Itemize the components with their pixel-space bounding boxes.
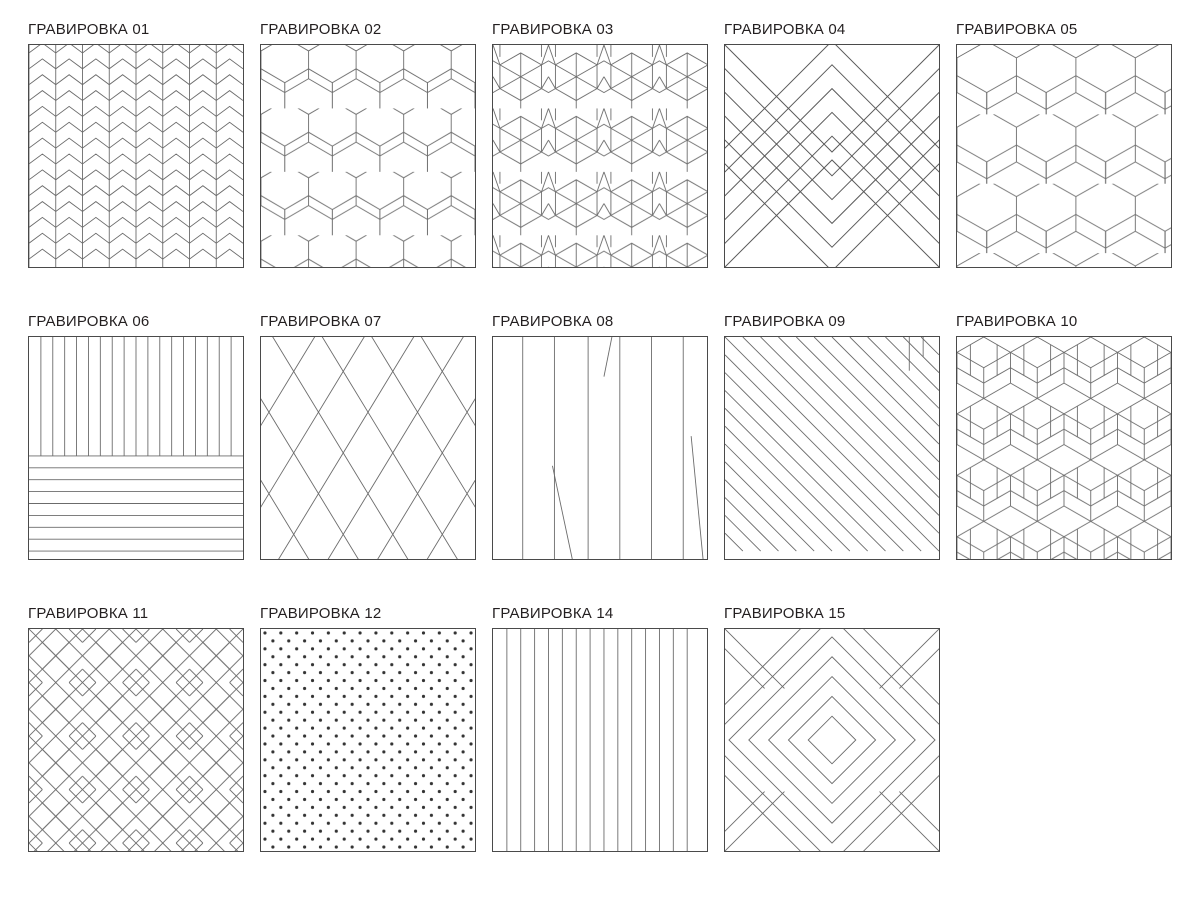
pattern-diagonal-icon[interactable] [724, 336, 940, 560]
pattern-sparse-lines-icon[interactable] [492, 336, 708, 560]
swatch-label-15: ГРАВИРОВКА 15 [724, 605, 846, 622]
pattern-x-chevron-icon[interactable] [724, 44, 940, 268]
swatch-cell-14[interactable] [492, 606, 724, 898]
swatch-cell-03[interactable] [492, 22, 724, 314]
pattern-mixed-lines-icon[interactable] [28, 336, 244, 560]
swatch-label-12: ГРАВИРОВКА 12 [260, 605, 382, 622]
pattern-honeycomb-icon[interactable] [956, 44, 1172, 268]
pattern-cubes-icon[interactable] [956, 336, 1172, 560]
swatch-label-06: ГРАВИРОВКА 06 [28, 313, 150, 330]
swatch-cell-05[interactable] [956, 22, 1188, 314]
swatch-label-14: ГРАВИРОВКА 14 [492, 605, 614, 622]
swatch-cell-07[interactable] [260, 314, 492, 606]
swatch-cell-09[interactable] [724, 314, 956, 606]
swatch-cell-10[interactable] [956, 314, 1188, 606]
swatch-label-10: ГРАВИРОВКА 10 [956, 313, 1078, 330]
swatch-label-07: ГРАВИРОВКА 07 [260, 313, 382, 330]
swatch-label-02: ГРАВИРОВКА 02 [260, 21, 382, 38]
swatch-label-04: ГРАВИРОВКА 04 [724, 21, 846, 38]
swatch-cell-15[interactable] [724, 606, 956, 898]
swatch-label-09: ГРАВИРОВКА 09 [724, 313, 846, 330]
swatch-cell-06[interactable] [28, 314, 260, 606]
pattern-star-icon[interactable] [492, 44, 708, 268]
swatch-cell-08[interactable] [492, 314, 724, 606]
pattern-chevron-icon[interactable] [28, 44, 244, 268]
pattern-diamond-icon[interactable] [260, 336, 476, 560]
swatch-label-03: ГРАВИРОВКА 03 [492, 21, 614, 38]
pattern-stripes-icon[interactable] [492, 628, 708, 852]
swatch-cell-02[interactable] [260, 22, 492, 314]
swatch-cell-12[interactable] [260, 606, 492, 898]
pattern-dots-icon[interactable] [260, 628, 476, 852]
swatch-cell-04[interactable] [724, 22, 956, 314]
swatch-grid [28, 22, 1200, 898]
swatch-label-01: ГРАВИРОВКА 01 [28, 21, 150, 38]
pattern-hexagon-tall-icon[interactable] [260, 44, 476, 268]
swatch-label-05: ГРАВИРОВКА 05 [956, 21, 1078, 38]
pattern-concentric-diamond-icon[interactable] [724, 628, 940, 852]
swatch-cell-11[interactable] [28, 606, 260, 898]
pattern-weave-icon[interactable] [28, 628, 244, 852]
swatch-cell-01[interactable] [28, 22, 260, 314]
swatch-label-11: ГРАВИРОВКА 11 [28, 605, 149, 622]
swatch-label-08: ГРАВИРОВКА 08 [492, 313, 614, 330]
